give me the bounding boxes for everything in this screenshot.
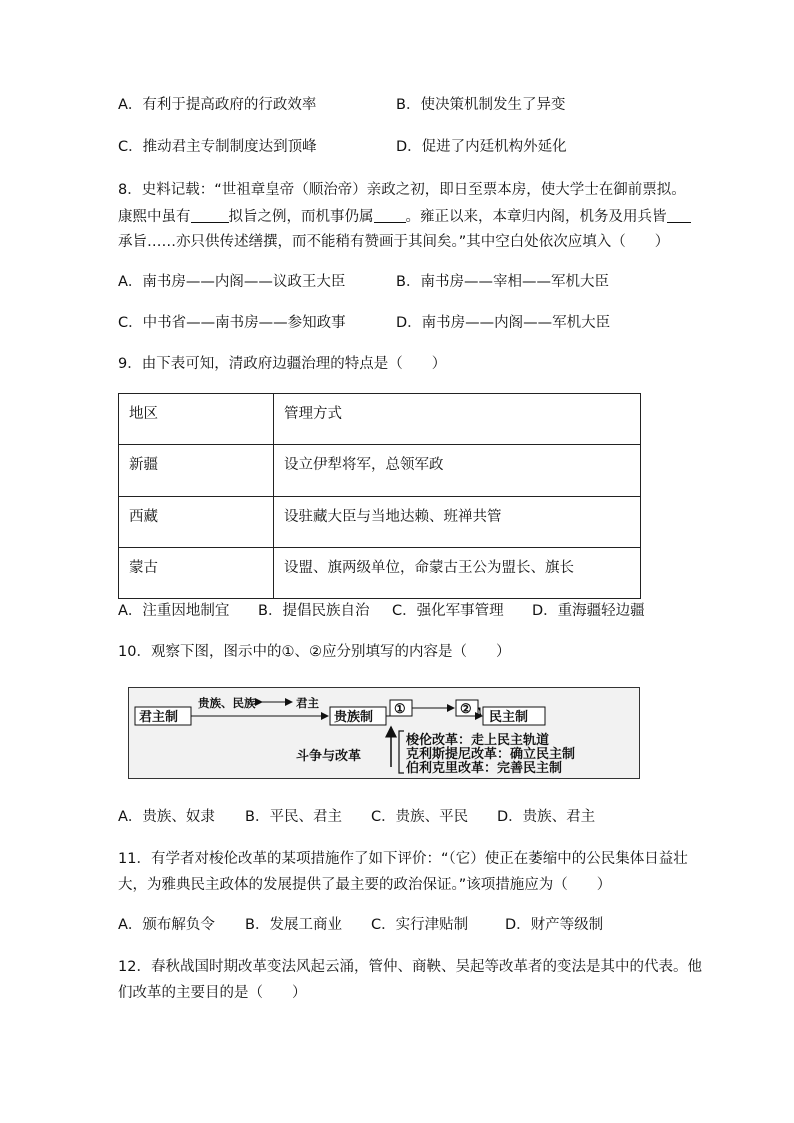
q11-option-d: D．财产等级制 [505,917,604,933]
struggle-label: 斗争与改革 [296,749,362,764]
q8-option-d: D．南书房——内阁——军机大臣 [396,315,611,331]
table-cell-region: 蒙古 [119,547,274,598]
q8-stem-line1: 8．史料记载：“世祖章皇帝（顺治帝）亲政之初，即日至票本房，使大学士在御前票拟。 [118,182,686,198]
q8-text-c: 。雍正以来，本章归内阁，机务及用兵皆 [405,209,667,225]
q8-option-c: C．中书省——南书房——参知政事 [118,315,346,331]
reform-pericles: 伯利克里改革：完善民主制 [406,761,563,776]
q10-option-c: C．贵族、平民 [371,809,469,825]
q8-blank-1 [191,208,229,223]
q8-option-b: B．南书房——宰相——军机大臣 [396,274,609,290]
box-2-label: ② [460,702,472,717]
q11-stem-line2: 大，为雅典民主政体的发展提供了最主要的政治保证。”该项措施应为（ ） [118,877,612,893]
q9-option-d: D．重海疆轻边疆 [532,603,645,619]
q8-text-b: 拟旨之例，而机事仍属 [228,209,374,225]
table-header-method: 管理方式 [274,394,641,445]
arrow-label: 贵族、民族 [198,696,256,710]
q12-stem-line2: 们改革的主要目的是（ ） [118,985,307,1001]
table-cell-method: 设盟、旗两级单位，命蒙古王公为盟长、旗长 [274,547,641,598]
q8-blank-2 [374,208,406,223]
table-row [119,547,641,598]
box-democracy-label: 民主制 [489,710,529,725]
q9-table [118,393,641,599]
table-header-row [119,394,641,445]
q8-option-a: A．南书房——内阁——议政王大臣 [118,274,346,290]
q11-option-b: B．发展工商业 [245,917,342,933]
q10-diagram [128,687,640,779]
table-row [119,445,641,496]
q9-option-a: A．注重因地制宜 [118,603,230,619]
q7-option-b: B．使决策机制发生了异变 [396,97,566,113]
q10-stem: 10．观察下图，图示中的①、②应分别填写的内容是（ ） [118,644,511,660]
q10-option-a: A．贵族、奴隶 [118,809,215,825]
table-cell-region: 西藏 [119,496,274,547]
reform-solon: 梭伦改革：走上民主轨道 [406,733,550,748]
q11-stem-line1: 11．有学者对梭伦改革的某项措施作了如下评价：“（它）使正在萎缩中的公民集体日益壮 [118,851,688,867]
q10-option-d: D．贵族、君主 [497,809,596,825]
q8-stem-line2 [118,207,691,227]
table-header-region: 地区 [119,394,274,445]
q7-option-a: A．有利于提高政府的行政效率 [118,97,317,113]
q7-option-c: C．推动君主专制制度达到顶峰 [118,139,317,155]
table-row [119,496,641,547]
table-cell-region: 新疆 [119,445,274,496]
q12-stem-line1: 12．春秋战国时期改革变法风起云涌，管仲、商鞅、吴起等改革者的变法是其中的代表。他 [118,959,702,975]
q10-option-b: B．平民、君主 [245,809,342,825]
table-cell-method: 设立伊犁将军，总领军政 [274,445,641,496]
reform-cleisthenes: 克利斯提尼改革：确立民主制 [406,747,576,762]
q9-option-b: B．提倡民族自治 [258,603,370,619]
q8-text-a: 康熙中虽有 [118,209,191,225]
q9-stem: 9．由下表可知，清政府边疆治理的特点是（ ） [118,356,447,372]
q11-option-a: A．颁布解负令 [118,917,215,933]
box-1-label: ① [394,702,406,717]
q9-option-c: C．强化军事管理 [392,603,504,619]
table-cell-method: 设驻藏大臣与当地达赖、班禅共管 [274,496,641,547]
box-monarchy-label: 君主制 [139,710,179,725]
q11-option-c: C．实行津贴制 [371,917,469,933]
arrow-label-2: 君主 [296,696,319,710]
q7-option-d: D．促进了内廷机构外延化 [396,139,567,155]
box-aristocracy-label: 贵族制 [334,710,374,725]
q8-blank-3 [667,208,691,223]
q8-stem-line3: 承旨……亦只供传述缮撰，而不能稍有赞画于其间矣。”其中空白处依次应填入（ ） [118,234,670,250]
